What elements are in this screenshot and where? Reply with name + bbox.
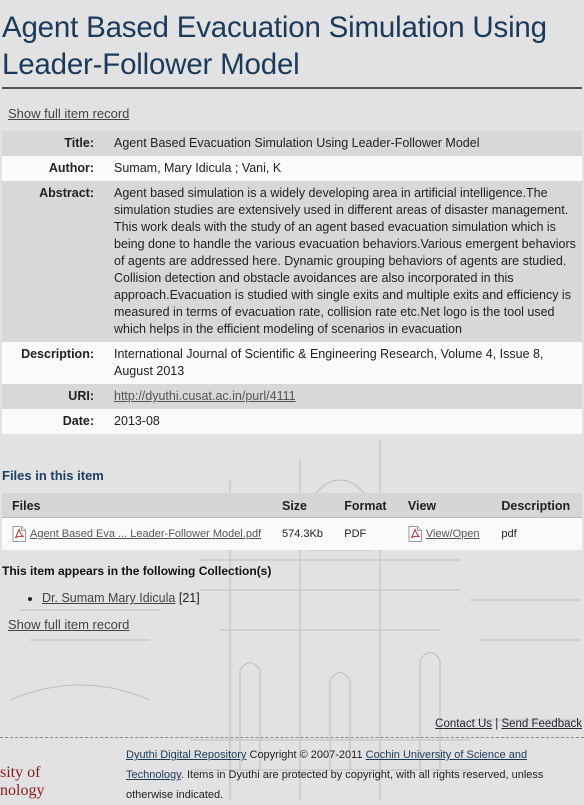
- title-divider: [2, 87, 582, 89]
- metadata-table: [2, 131, 582, 434]
- metadata-label: Date:: [2, 409, 102, 434]
- metadata-value: Agent based simulation is a widely developing area in artificial intelligence.The simulation studies are extensively used in different areas of disaster management. This work deals with the study of an agent based evacuation simulation which is being done to handle the various evacuation behaviors.Various emergent behaviors of agents are addressed here. Dynamic grouping behaviors of agents are studied. Collision detection and obstacle avoidances are also incorporated in this approach.Evacuation is studied with single exits and multiple exits and efficiency is measured in terms of evacuation rate, collision rate etc.Net logo is the tool used which helps in the efficient modeling of scenarios in evacuation: [102, 181, 582, 342]
- collection-item: [42, 591, 584, 605]
- logo-line: nology: [0, 782, 45, 799]
- column-header-description: Description: [491, 493, 582, 518]
- metadata-label: URI:: [2, 384, 102, 409]
- send-feedback-link[interactable]: Send Feedback: [501, 718, 582, 730]
- metadata-label: Title:: [2, 131, 102, 156]
- metadata-row-description: [2, 342, 582, 384]
- metadata-row-abstract: [2, 181, 582, 342]
- metadata-value: International Journal of Scientific & Engineering Research, Volume 4, Issue 8, August 2013: [102, 342, 582, 384]
- column-header-files: Files: [2, 493, 272, 518]
- page-title: Agent Based Evacuation Simulation Using Leader-Follower Model: [2, 11, 547, 81]
- metadata-value: 2013-08: [102, 409, 582, 434]
- file-download-link[interactable]: Agent Based Eva ... Leader-Follower Model.pdf: [30, 528, 262, 540]
- rights-text: . Items in Dyuthi are protected by copyright, with all rights reserved, unless otherwise indicated.: [126, 769, 544, 801]
- metadata-row-author: [2, 156, 582, 181]
- repository-link[interactable]: Dyuthi Digital Repository: [126, 749, 247, 761]
- metadata-row-title: [2, 131, 582, 156]
- metadata-label: Description:: [2, 342, 102, 384]
- show-full-record-link[interactable]: Show full item record: [8, 106, 130, 121]
- metadata-label: Author:: [2, 156, 102, 181]
- file-format: PDF: [334, 518, 398, 551]
- logo-line: sity of: [0, 764, 41, 781]
- copyright-text: Copyright © 2007-2011: [249, 749, 363, 761]
- pdf-view-icon[interactable]: [408, 526, 422, 542]
- show-full-record-link-bottom[interactable]: Show full item record: [8, 617, 130, 633]
- collections-list: [0, 591, 584, 605]
- footer-divider: [0, 737, 584, 738]
- metadata-value: Agent Based Evacuation Simulation Using Leader-Follower Model: [102, 131, 582, 156]
- metadata-label: Abstract:: [2, 181, 102, 342]
- footer-separator: |: [495, 718, 499, 730]
- metadata-row-date: [2, 409, 582, 434]
- contact-us-link[interactable]: Contact Us: [435, 718, 493, 730]
- files-heading: Files in this item: [2, 468, 104, 483]
- file-row: [2, 518, 582, 551]
- university-link[interactable]: Cochin University of Science and Technology: [126, 749, 528, 781]
- footer-links: [435, 718, 582, 730]
- files-header-row: [2, 493, 582, 518]
- column-header-format: Format: [334, 493, 398, 518]
- files-table: [2, 493, 582, 550]
- column-header-view: View: [398, 493, 491, 518]
- column-header-size: Size: [272, 493, 334, 518]
- metadata-row-uri: [2, 384, 582, 409]
- file-size: 574.3Kb: [272, 518, 334, 551]
- pdf-file-icon: [12, 526, 26, 542]
- footer-copyright: [126, 745, 566, 805]
- collection-count: [21]: [178, 591, 200, 606]
- metadata-value: Sumam, Mary Idicula ; Vani, K: [102, 156, 582, 181]
- collection-link[interactable]: Dr. Sumam Mary Idicula: [42, 591, 176, 606]
- collections-heading: This item appears in the following Collection(s): [2, 564, 272, 579]
- university-logo: [0, 764, 44, 800]
- file-description: pdf: [491, 518, 582, 551]
- view-open-link[interactable]: View/Open: [425, 528, 480, 540]
- uri-link[interactable]: http://dyuthi.cusat.ac.in/purl/4111: [114, 389, 296, 403]
